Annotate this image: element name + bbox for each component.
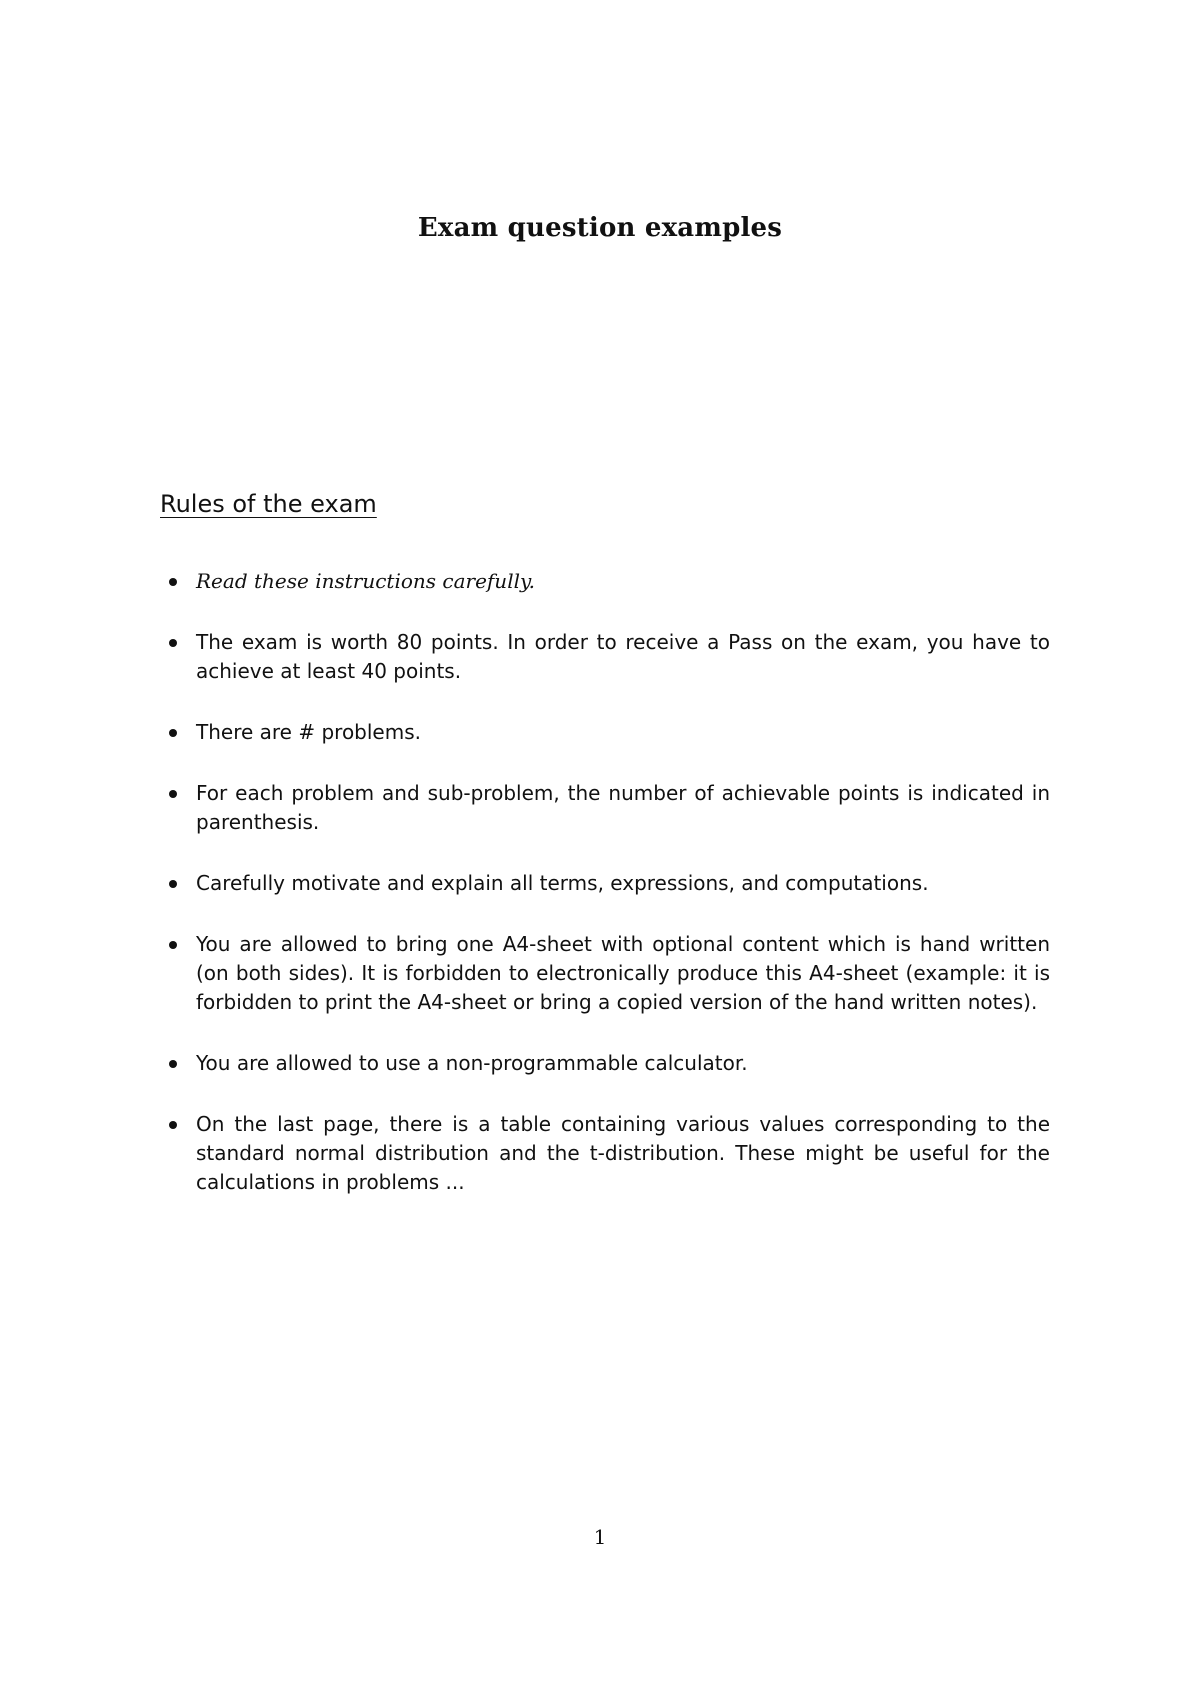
- bullet-icon: [169, 1060, 177, 1068]
- rule-item: [160, 1110, 1050, 1197]
- rules-list: [160, 567, 1050, 1229]
- bullet-icon: [169, 639, 177, 647]
- rule-item: [160, 567, 1050, 596]
- rule-text: Read these instructions carefully.: [196, 569, 535, 593]
- rule-item: [160, 779, 1050, 837]
- bullet-icon: [169, 941, 177, 949]
- document-title: Exam question examples: [417, 213, 783, 243]
- bullet-icon: [169, 1121, 177, 1129]
- rule-text: You are allowed to bring one A4-sheet with optional content which is hand written (on both sides). It is forbidden to electronically produce this A4-sheet (example: it is forbidden to print the A4-sheet or bring a copied version of the hand written notes).: [196, 932, 1050, 1014]
- rule-item: [160, 869, 1050, 898]
- rule-text: Carefully motivate and explain all terms, expressions, and computations.: [196, 871, 929, 895]
- rule-text: On the last page, there is a table containing various values corresponding to the standard normal distribution and the t-distribution. These might be useful for the calculations in problems ...: [196, 1112, 1050, 1194]
- rule-item: [160, 930, 1050, 1017]
- rule-item: [160, 1049, 1050, 1078]
- section-heading-rules: Rules of the exam: [160, 490, 377, 518]
- rule-item: [160, 628, 1050, 686]
- bullet-icon: [169, 880, 177, 888]
- bullet-icon: [169, 729, 177, 737]
- bullet-icon: [169, 578, 177, 586]
- rule-text: The exam is worth 80 points. In order to receive a Pass on the exam, you have to achieve at least 40 points.: [196, 630, 1050, 683]
- page-number: 1: [593, 1525, 607, 1549]
- rule-item: [160, 718, 1050, 747]
- bullet-icon: [169, 790, 177, 798]
- rule-text: You are allowed to use a non-programmable calculator.: [196, 1051, 748, 1075]
- rule-text: For each problem and sub-problem, the number of achievable points is indicated in parenthesis.: [196, 781, 1050, 834]
- rule-text: There are # problems.: [196, 720, 421, 744]
